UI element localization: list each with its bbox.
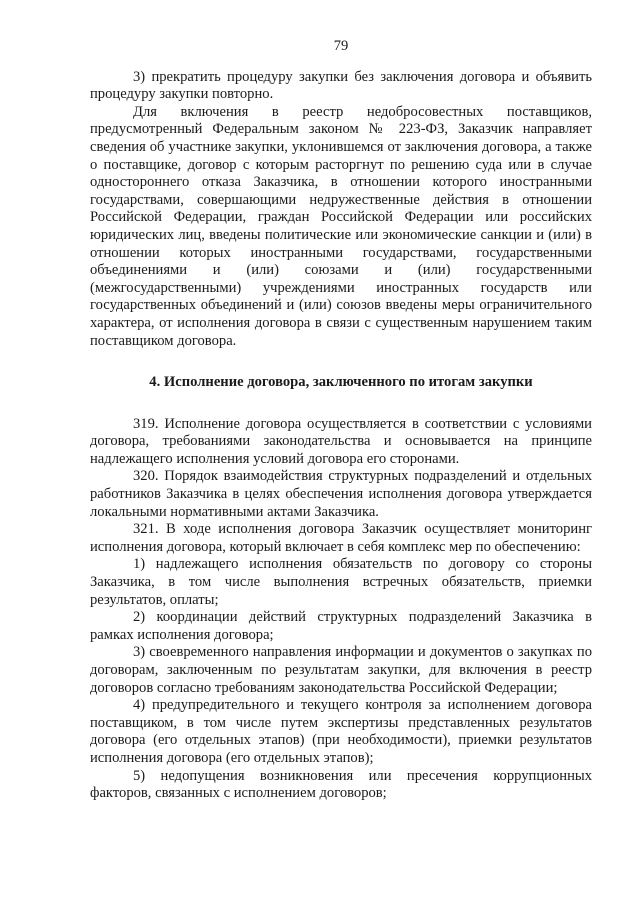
paragraph-registry-inclusion: Для включения в реестр недобросовестных поставщиков, предусмотренный Федеральным законом № 223-ФЗ, Заказчик направляет сведения об участнике закупки, уклонившемся от заключения договора, а также о поставщике, договор с которым расторгнут по решению суда или в случае одностороннего отказа Заказчика, в отношении которого иностранными государствами, совершающими недружественные действия в отношении Российской Федерации, граждан Российской Федерации или российских юридических лиц, введены политические или экономические санкции и (или) в отношении которых иностранными государствами, государственными объединениями и (или) союзами и (или) государственными (межгосударственными) учреждениями иностранных государств или государственных объединений и (или) союзов введены меры ограничительного характера, от исполнения договора в связи с существенным нарушением таким поставщиком договора. <box>90 103 592 349</box>
list-item-4: 4) предупредительного и текущего контроля за исполнением договора поставщиком, в том числе путем экспертизы представленных результатов договора (его отдельных этапов) (при необходимости), приемки результатов исполнения договора (его отдельных этапов); <box>90 697 592 766</box>
paragraph-320: 320. Порядок взаимодействия структурных подразделений и отдельных работников Заказчика в целях обеспечения исполнения договора утверждается локальными нормативными актами Заказчика. <box>90 468 592 520</box>
section-heading: 4. Исполнение договора, заключенного по итогам закупки <box>149 374 533 391</box>
paragraph-321: 321. В ходе исполнения договора Заказчик осуществляет мониторинг исполнения договора, который включает в себя комплекс мер по обеспечению: <box>90 521 592 555</box>
list-item-3: 3) своевременного направления информации и документов о закупках по договорам, заключенным по результатам закупки, для включения в реестр договоров согласно требованиям законодательства Российской Федерации; <box>90 644 592 696</box>
list-item-1: 1) надлежащего исполнения обязательств по договору со стороны Заказчика, в том числе выполнения встречных обязательств, приемки результатов, оплаты; <box>90 556 592 608</box>
list-item-2: 2) координации действий структурных подразделений Заказчика в рамках исполнения договора; <box>90 609 592 643</box>
page-number: 79 <box>333 38 349 54</box>
paragraph-319: 319. Исполнение договора осуществляется в соответствии с условиями договора, требованиями законодательства и основывается на принципе надлежащего исполнения условий договора его сторонами. <box>90 415 592 467</box>
paragraph-item-3: 3) прекратить процедуру закупки без заключения договора и объявить процедуру закупки повторно. <box>90 68 592 103</box>
list-item-5: 5) недопущения возникновения или пресечения коррупционных факторов, связанных с исполнением договоров; <box>90 767 592 802</box>
